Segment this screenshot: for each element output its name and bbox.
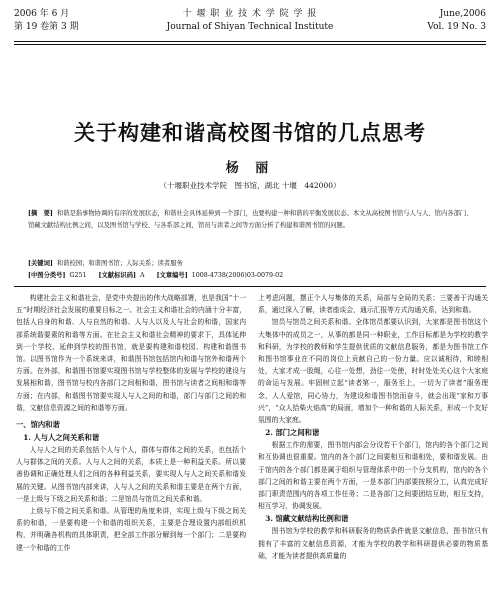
clc-label: [中图分类号]	[28, 272, 66, 279]
author-name: 杨 丽	[225, 161, 275, 176]
article-id-value: 1008-4738(2006)03-0079-02	[191, 272, 284, 279]
issue-date-en: June,2006	[439, 9, 486, 19]
keywords	[28, 258, 478, 270]
header-rule-thin	[14, 44, 486, 45]
volume-issue-en: Vol. 19 No. 3	[427, 22, 486, 32]
clc-value: G251	[69, 272, 87, 279]
paragraph: 馆员与馆员之间关系和谐。全体馆员都要认识到，大家都是图书馆这个大集体中的成员之一，从事的都是同一种职业，工作目标都是为学校的教学和科研，为学校的教师和学生提供优质的文献信息服务，都是为图书馆工作和图书馆事业在不同的岗位上贡献自己的一份力量。应以诚相待，和睦相处，大家才成一股绳，心往一处想，劲往一处使，时时处处关心这个大家庭的命运与发展。牢固树立起“读者第一，服务至上，一切为了读者”服务理念，人人爱馆，同心协力，为建设和谐图书馆而奋斗，就会出现“家和万事兴”，“众人拾柴火焰高”的局面，增加个一种和谐的人际关系，形成一个友好氛围的大家庭。	[258, 318, 488, 425]
keywords-label: [关键词]	[28, 260, 53, 267]
paragraph: 上考虑问题，摆正个人与集体的关系，局部与全局的关系；三要善于沟通关系，通过深入了解，读者座谈会，通示汇报等方式沟通关系，达到和谐。	[258, 294, 488, 315]
abstract-text: 和谐是指事物协调的有序的发展状态，和谐社会具体延伸到一个部门，也要构建一种和谐的平衡发展状态。本文从高校图书馆与人与人、馆内各部门、馆藏文献结构比例之间，以及图书馆与学校、与各系部之间，馆员与读者之间等方面分析了构建和谐图书馆的问题。	[28, 210, 473, 229]
paragraph: 上级与下级之间关系和谐。从管理的角度来讲，实现上级与下级之间关系的和谐，一是要构建一个和谐的组织关系，主要是合理设置内部组织机构，并明确各机构的具体职责，把全部工作部分解到每一个部门；二是要构建一个和谐的工作	[16, 507, 246, 552]
abstract-label: [摘 要]	[28, 210, 53, 217]
article-id-label: [文章编号]	[156, 272, 188, 279]
body-column-left	[16, 292, 246, 554]
journal-name	[14, 8, 486, 34]
volume-issue: 第 19 卷第 3 期	[14, 22, 79, 32]
doc-code-label: [文献标识码]	[98, 272, 136, 279]
issue-info-en	[427, 8, 486, 34]
keywords-text: 和谐校园；和谐图书馆；人际关系；读者服务	[56, 260, 183, 267]
header-rule-thick	[14, 41, 486, 42]
doc-code-value: A	[139, 272, 145, 279]
paragraph: 图书馆为学校的教学和科研服务的物质条件就是文献信息，图书馆只有拥有了丰富的文献信息资源，才能为学校的教学和科研提供必要的物质基础，才能为读者提供高质量的	[258, 527, 488, 560]
paragraph: 人与人之间的关系包括个人与个人，群体与群体之间的关系，也包括个人与群体之间的关系。人与人之间的关系，本质上是一种利益关系。所以要善协调和正确处理人们之间的各种利益关系，要实现人与人之间关系和谐发展的关键。从图书馆内部来讲，人与人之间的关系和谐主要是在两个方面，一是上级与下级之间关系和谐；二是馆员与馆员之间关系和谐。	[16, 446, 246, 503]
abstract-rule	[14, 286, 486, 287]
section-heading: 一、馆内和谐	[16, 420, 60, 430]
subsection-heading: 2. 部门之间和谐	[265, 428, 320, 438]
article-title: 关于构建和谐高校图书馆的几点思考	[74, 120, 426, 145]
paragraph: 根据工作的需要，图书馆内部会分设若干个部门，馆内的各个部门之间和互协调也很重要。馆内的各个部门之间要相互和谐相处，要和谐发展。由于馆内的各个部门都是属于组织与管理体系中的一个分支机构，馆内的各个部门之间的和谐主要在两个方面，一是本部门内部要按照分工，认真完成好部门职责范围内的各项工作任务；二是各部门之间要团结互助，相互支持，相互学习，协调发展。	[258, 441, 488, 511]
subsection-heading: 1. 人与人之间关系和谐	[23, 433, 100, 443]
subsection-heading: 3. 馆藏文献结构比例和谐	[265, 514, 349, 524]
abstract	[28, 208, 478, 254]
author-affiliation: （十堰职业技术学院 图书馆，湖北 十堰 442000）	[159, 181, 341, 190]
issue-date: 2006 年 6 月	[14, 9, 70, 19]
journal-name-en: Journal of Shiyan Technical Institute	[166, 22, 334, 32]
paragraph: 构建社会主义和谐社会，是党中央提出的伟大战略部署，也是我国“十一五”时期经济社会发展的重要目标之一。社会主义和谐社会的内涵十分丰富，包括人自身的和谐、人与自然的和谐、人与人以及人与社会的和谐，国家内部系统谐要素的和谐等方面。在社会主义和谐社会精神的要求下，具体延伸到一个学校、延伸到学校的图书馆，就是要构建和谐校园、构建和谐图书馆。以图书馆作为一个系统来讲，和谐图书馆包括馆内和谐与馆外和谐两个方面。在外部，和谐图书馆要实现图书馆与学校整体的发展与学校的建设与发展相和谐，图书馆与校内各部门之间相和谐，图书馆与读者之间相和谐等方面；在内部，和谐图书馆要实现人与人之间的和谐，部门与部门之间的和谐，文献信息资源之间的和谐等方面。	[16, 294, 246, 412]
journal-name-cn: 十 堰 职 业 技 术 学 院 学 报	[182, 9, 318, 19]
body-column-right	[258, 292, 488, 562]
running-header	[14, 6, 486, 42]
classification-line	[28, 270, 478, 282]
